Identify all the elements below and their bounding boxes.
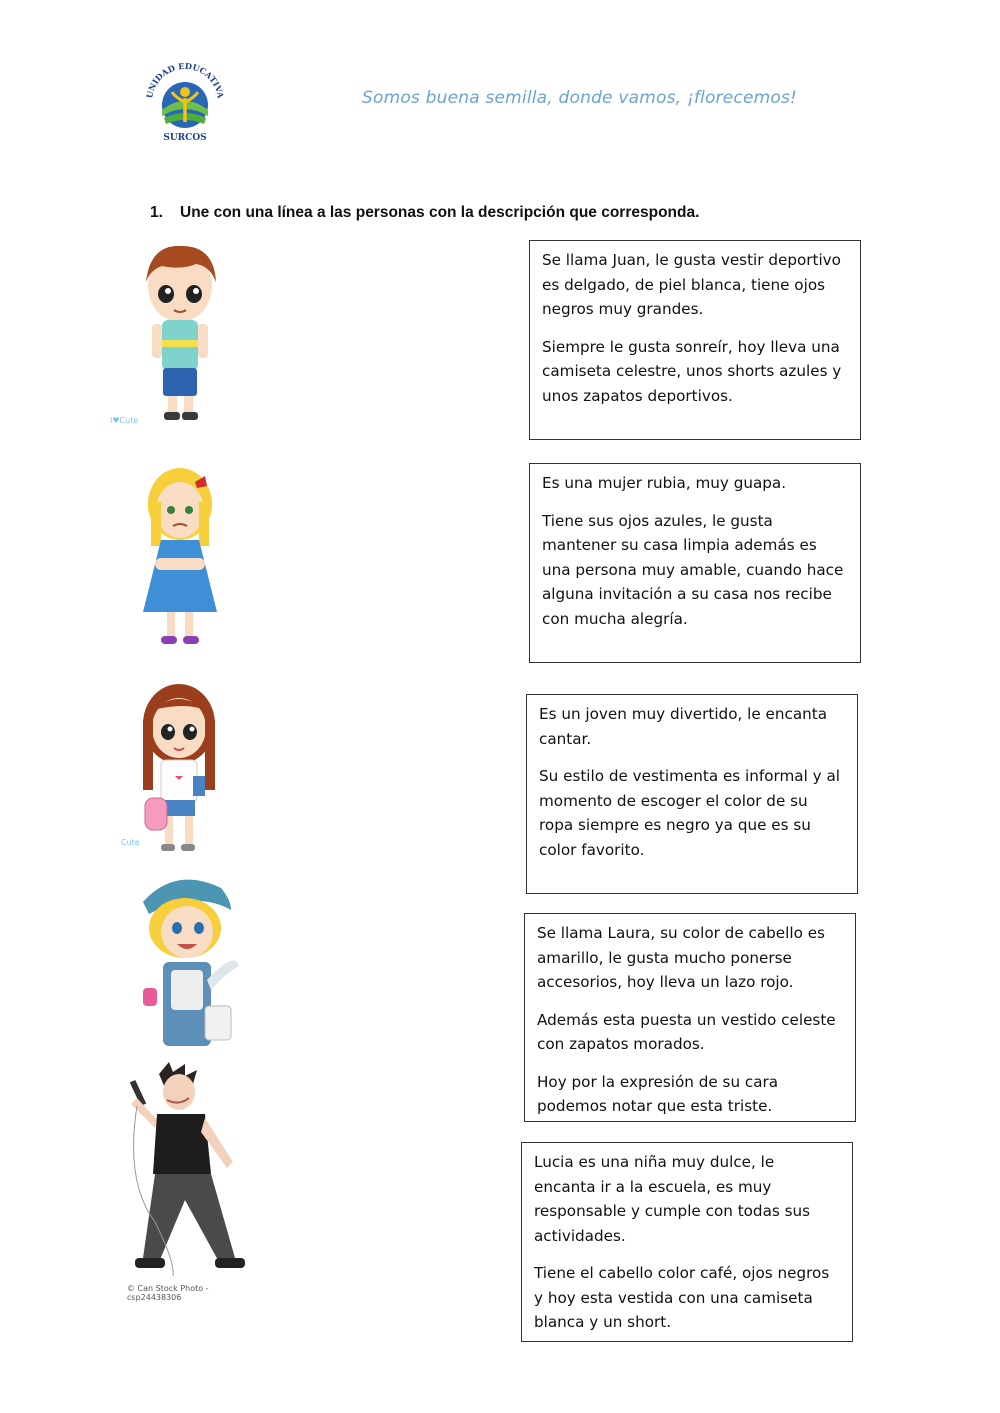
person-image-boy[interactable] <box>110 240 240 430</box>
question-heading <box>150 204 699 222</box>
image-watermark: I♥Cute <box>110 416 139 425</box>
description-paragraph: Es un joven muy divertido, le encanta cantar. <box>539 705 828 748</box>
question-number: 1. <box>150 204 163 221</box>
description-paragraph: Tiene sus ojos azules, le gusta mantener su casa limpia además es una persona muy amable, cuando hace alguna invitación a su casa nos recibe con mucha alegría. <box>542 511 844 628</box>
boy-illustration-icon <box>110 240 240 430</box>
cleaning-woman-illustration-icon <box>135 870 245 1050</box>
description-paragraph: Se llama Laura, su color de cabello es amarillo, le gusta mucho ponerse accesorios, hoy lleva un lazo rojo. <box>537 924 825 991</box>
question-text: Une con una línea a las personas con la descripción que corresponda. <box>180 204 700 221</box>
description-box-5[interactable] <box>521 1142 853 1342</box>
description-paragraph: Hoy por la expresión de su cara podemos notar que esta triste. <box>537 1072 779 1115</box>
description-box-4[interactable] <box>524 913 856 1122</box>
school-crest-icon <box>140 52 230 147</box>
description-paragraph: Es una mujer rubia, muy guapa. <box>542 474 787 492</box>
blonde-girl-illustration-icon <box>125 462 250 657</box>
person-image-blonde-girl[interactable] <box>125 462 250 657</box>
description-paragraph: Se llama Juan, le gusta vestir deportivo es delgado, de piel blanca, tiene ojos negros muy grandes. <box>542 251 841 318</box>
description-paragraph: Su estilo de vestimenta es informal y al momento de escoger el color de su ropa siempre es negro ya que es su color favorito. <box>539 767 840 859</box>
description-paragraph: Tiene el cabello color café, ojos negros y hoy esta vestida con una camiseta blanca y un short. <box>534 1264 830 1331</box>
person-image-girl-backpack[interactable] <box>115 680 245 858</box>
logo-top-text: UNIDAD EDUCATIVA <box>144 60 226 100</box>
description-box-2[interactable] <box>529 463 861 663</box>
person-image-rock-singer[interactable] <box>115 1062 250 1302</box>
description-paragraph: Además esta puesta un vestido celeste con zapatos morados. <box>537 1010 836 1053</box>
rock-singer-illustration-icon <box>115 1062 250 1282</box>
description-box-1[interactable] <box>529 240 861 440</box>
description-paragraph: Lucia es una niña muy dulce, le encanta ir a la escuela, es muy responsable y cumple con todas sus actividades. <box>534 1153 811 1245</box>
image-watermark: Cute <box>121 838 140 847</box>
person-image-cleaning-woman[interactable] <box>135 870 245 1050</box>
logo-bottom-text: SURCOS <box>163 133 207 143</box>
description-paragraph: Siempre le gusta sonreír, hoy lleva una camiseta celestre, unos shorts azules y unos zapatos deportivos. <box>542 337 842 405</box>
description-box-3[interactable] <box>526 694 858 894</box>
image-copyright-caption: © Can Stock Photo - csp24438306 <box>127 1284 209 1302</box>
school-motto: Somos buena semilla, donde vamos, ¡florecemos! <box>362 88 798 108</box>
school-logo <box>140 52 230 147</box>
girl-backpack-illustration-icon <box>115 680 245 858</box>
